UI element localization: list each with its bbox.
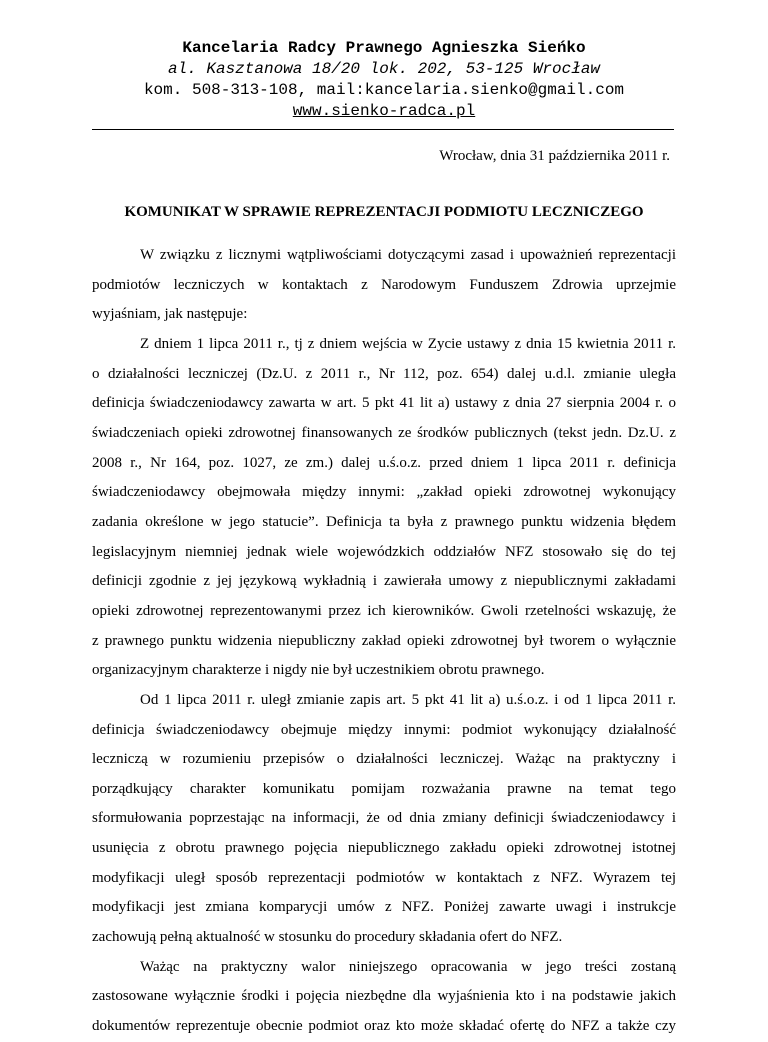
letterhead: [92, 38, 676, 122]
body-line: modyfikacji jest zmiana komparycji umów z NFZ. Poniżej zawarte uwagi i instrukcje: [92, 899, 676, 916]
document-body: [92, 241, 676, 1042]
document-date: Wrocław, dnia 31 października 2011 r.: [439, 148, 670, 164]
letterhead-address: al. Kasztanowa 18/20 lok. 202, 53-125 Wrocław: [167, 60, 601, 78]
body-line: organizacyjnym charakterze i nigdy nie był uczestnikiem obrotu prawnego.: [92, 662, 545, 679]
body-line: wyjaśniam, jak następuje:: [92, 306, 248, 323]
body-line: z prawnego punktu widzenia niepubliczny zakład opieki zdrowotnej był tworem o wyłącznie: [92, 632, 676, 649]
body-line: dokumentów reprezentuje obecnie podmiot oraz kto może składać ofertę do NFZ a także czy: [92, 1018, 676, 1035]
body-line: podmiotów leczniczych w kontaktach z Narodowym Funduszem Zdrowia uprzejmie: [92, 276, 676, 293]
letterhead-divider: [92, 129, 674, 130]
body-line: świadczeniodawcy obejmowała między innymi: „zakład opieki zdrowotnej wykonujący: [92, 484, 676, 501]
body-line: porządkujący charakter komunikatu pomijam rozważania prawne na temat tego: [92, 780, 676, 797]
body-line: Ważąc na praktyczny walor niniejszego opracowania w jego treści zostaną: [140, 958, 676, 975]
body-line: W związku z licznymi wątpliwościami dotyczącymi zasad i upoważnień reprezentacji: [140, 247, 676, 263]
letterhead-contact: kom. 508-313-108, mail:kancelaria.sienko@gmail.com: [143, 81, 625, 99]
body-line: zastosowane wyłącznie środki i pojęcia niezbędne dla wyjaśnienia kto i na podstawie jakich: [92, 988, 676, 1005]
body-line: usunięcia z obrotu prawnego pojęcia niepublicznego zakładu opieki zdrowotnej istotnej: [92, 840, 676, 857]
body-line: opieki zdrowotnej reprezentowanymi przez ich kierowników. Gwoli rzetelności wskazuję, że: [92, 602, 676, 619]
body-line: o działalności leczniczej (Dz.U. z 2011 r., Nr 112, poz. 654) dalej u.d.l. zmianie uległa: [92, 365, 676, 382]
body-line: definicji zgodnie z jej językową wykładnią i zawierała umowy z niepublicznymi zakładami: [92, 573, 676, 590]
document-title: KOMUNIKAT W SPRAWIE REPREZENTACJI PODMIOTU LECZNICZEGO: [124, 204, 644, 220]
body-line: leczniczą w rozumieniu przepisów o działalności leczniczej. Ważąc na praktyczny i: [92, 751, 676, 768]
body-line: zachowują pełną aktualność w stosunku do procedury składania ofert do NFZ.: [92, 929, 563, 946]
body-line: 2008 r., Nr 164, poz. 1027, ze zm.) dalej u.ś.o.z. przed dniem 1 lipca 2011 r. definicja: [92, 454, 676, 471]
letterhead-firm-name: Kancelaria Radcy Prawnego Agnieszka Sieńko: [182, 39, 586, 57]
body-line: Od 1 lipca 2011 r. uległ zmianie zapis art. 5 pkt 41 lit a) u.ś.o.z. i od 1 lipca 2011 r.: [140, 691, 676, 708]
body-line: świadczeniach opieki zdrowotnej finansowanych ze środków publicznych (tekst jedn. Dz.U. z: [92, 424, 676, 441]
body-line: legislacyjnym niemniej jednak wiele wojewódzkich oddziałów NFZ stosowało się do tej: [92, 543, 676, 560]
body-line: definicja świadczeniodawcy zawarta w art. 5 pkt 41 lit a) ustawy z dnia 27 sierpnia 2004 r. o: [92, 395, 676, 412]
body-line: definicja świadczeniodawcy obejmuje między innymi: podmiot wykonujący działalność: [92, 721, 676, 738]
letterhead-website-link[interactable]: www.sienko-radca.pl: [292, 102, 476, 120]
body-line: sformułowania poprzestając na informacji, że od dnia zmiany definicji świadczeniodawcy i: [92, 810, 676, 827]
body-line: modyfikacji uległ sposób reprezentacji podmiotów w kontaktach z NFZ. Wyrazem tej: [92, 869, 676, 886]
body-line: zadania określone w jego statucie”. Definicja ta była z prawnego punktu widzenia błędem: [92, 513, 676, 530]
body-line: Z dniem 1 lipca 2011 r., tj z dniem wejścia w Zycie ustawy z dnia 15 kwietnia 2011 r.: [140, 335, 676, 352]
